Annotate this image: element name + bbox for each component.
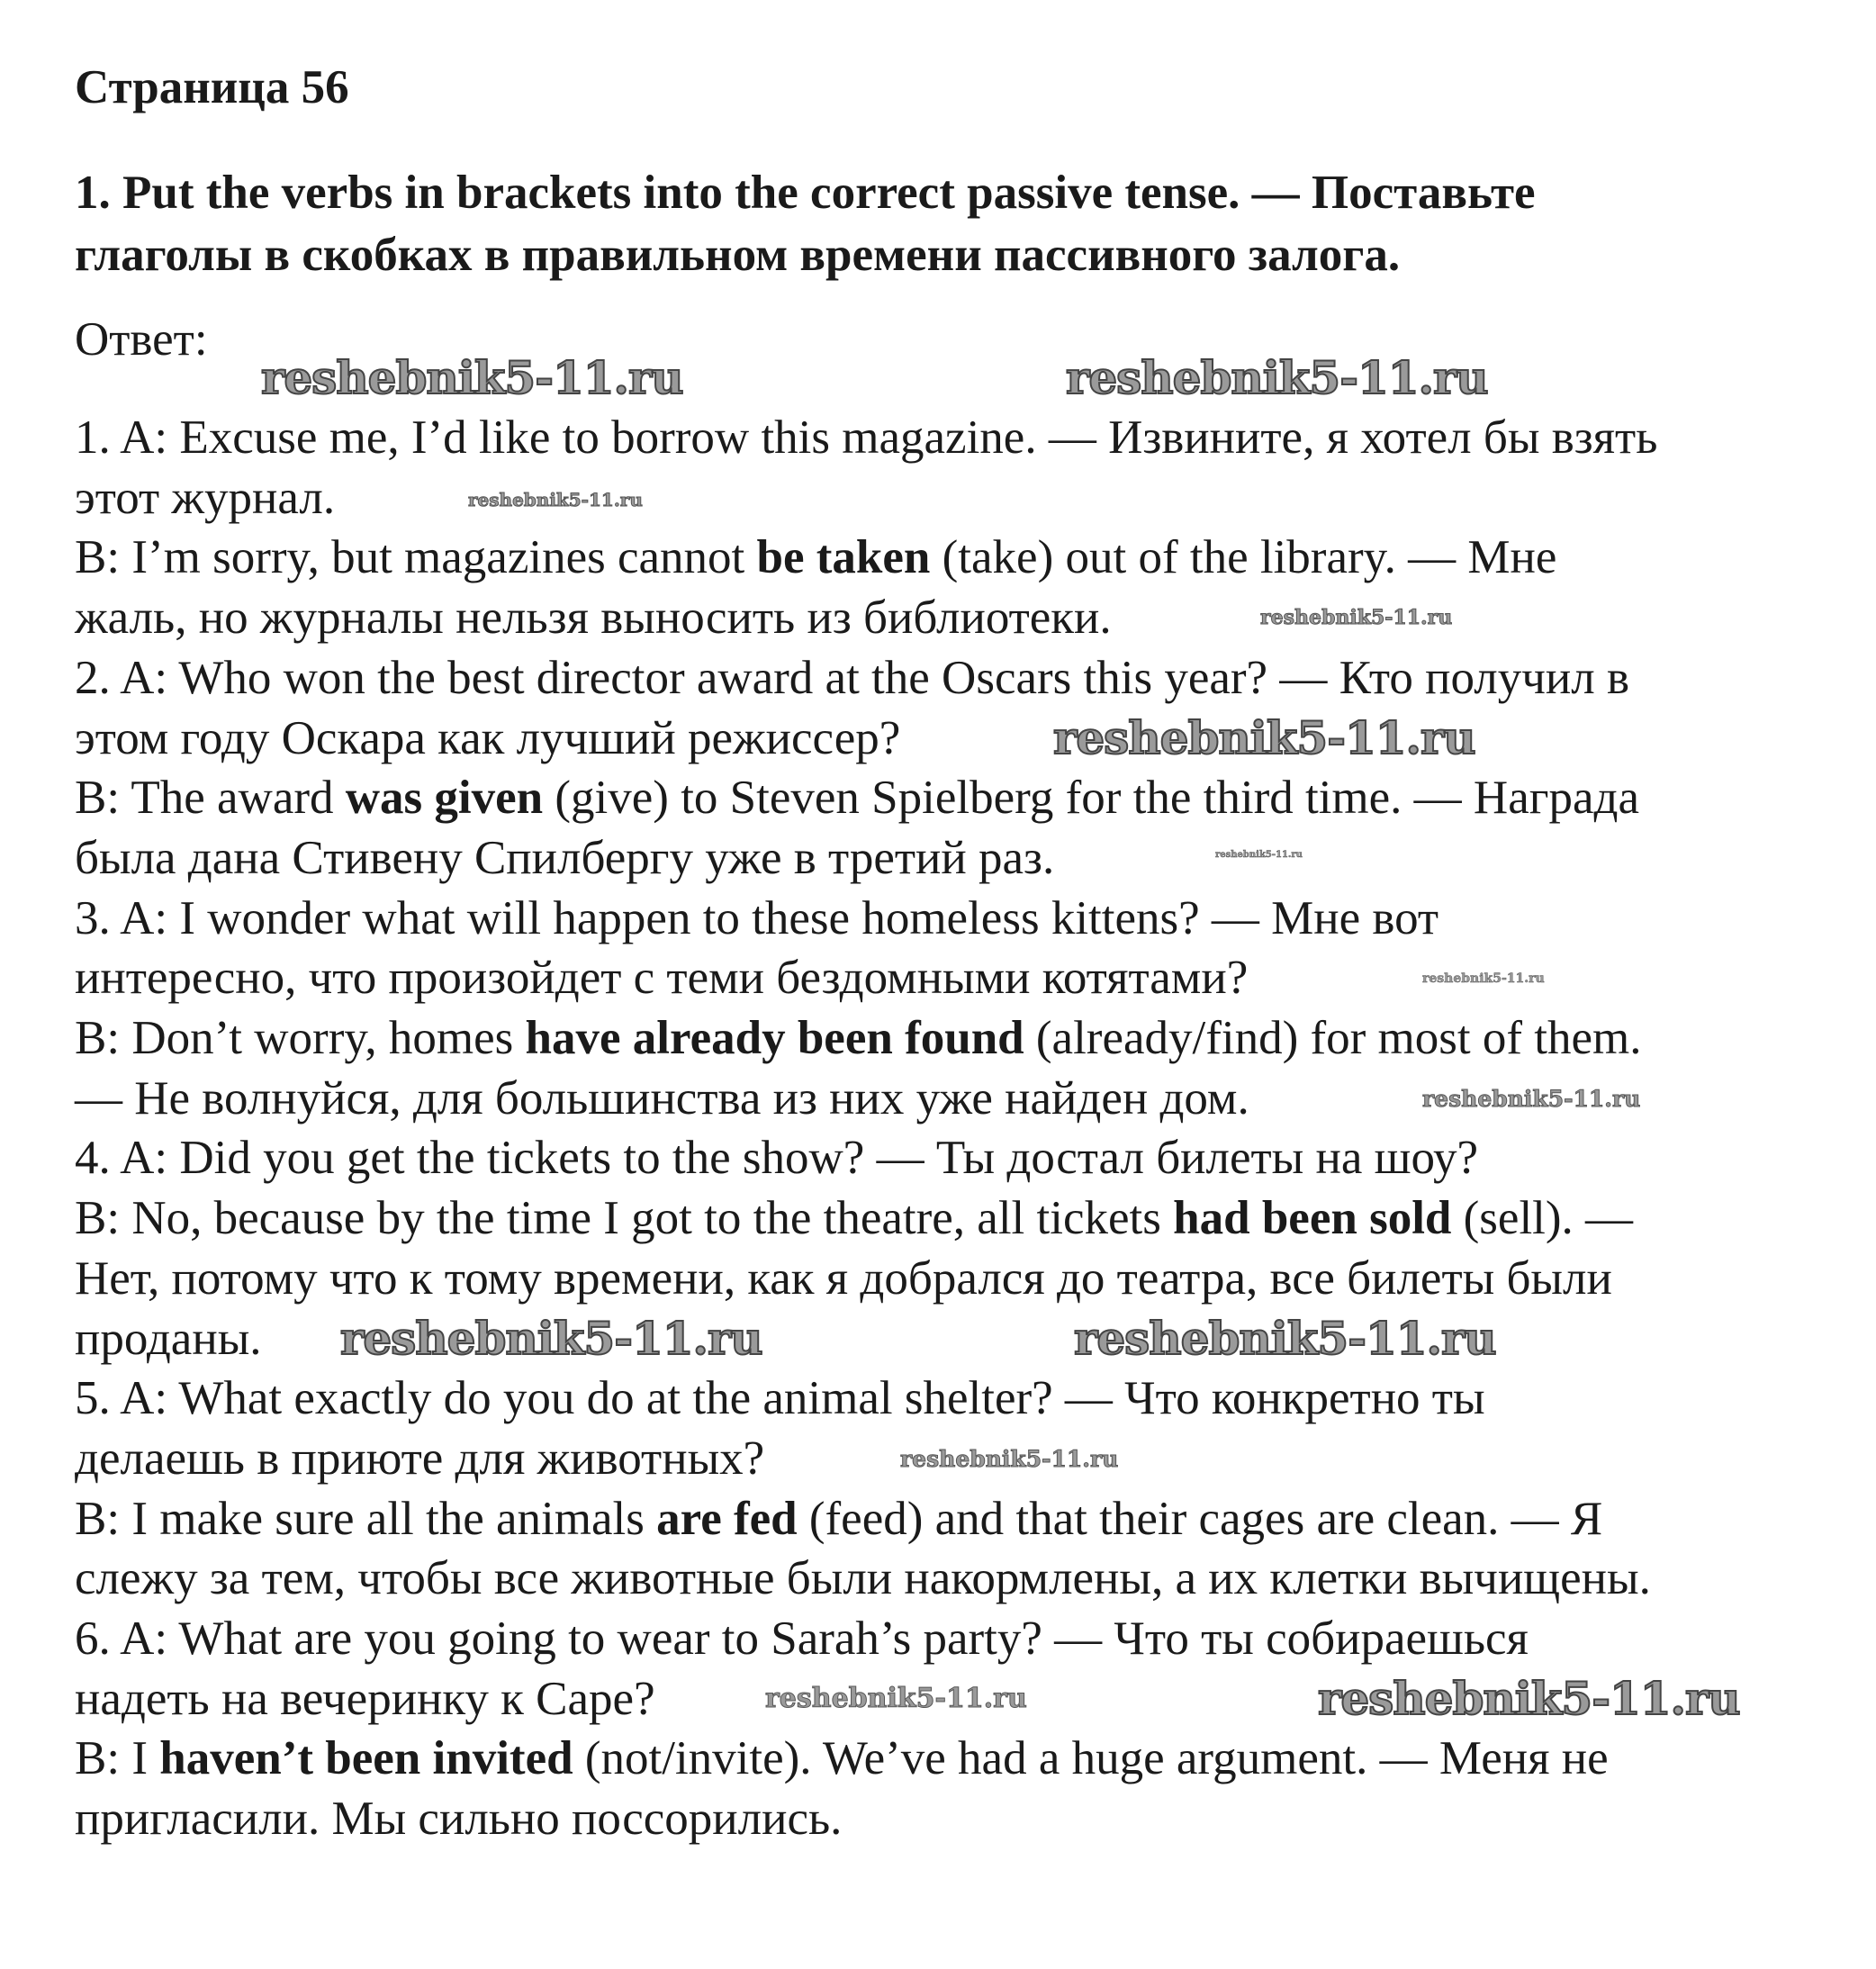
watermark: reshebnik5-11.ru: [1066, 351, 1488, 404]
answer-text: 4. A: Did you get the tickets to the show? — Ты достал билеты на шоу?: [75, 1132, 1478, 1185]
answer-text: слежу за тем, чтобы все животные были накормлены, а их клетки вычищены.: [75, 1552, 1651, 1605]
answer-text: — Не волнуйся, для большинства из них уже найден дом.: [75, 1071, 1249, 1124]
answer-line: [75, 408, 1657, 468]
answer-line: [75, 648, 1629, 709]
answer-label: Ответ:: [75, 313, 208, 366]
answer-text: этом году Оскара как лучший режиссер?: [75, 711, 901, 764]
answer-line: [75, 1669, 655, 1730]
watermark: reshebnik5-11.ru: [765, 1683, 1027, 1714]
answer-text: (not/invite). We’ve had a huge argument. — Меня не: [573, 1732, 1609, 1785]
answer-text: Нет, потому что к тому времени, как я добрался до театра, все билеты были: [75, 1251, 1612, 1305]
answer-text: (sell). —: [1451, 1192, 1634, 1245]
watermark: reshebnik5-11.ru: [1074, 1312, 1496, 1365]
answer-text: 5. A: What exactly do you do at the animal shelter? — Что конкретно ты: [75, 1372, 1485, 1425]
answer-line: [75, 889, 1439, 949]
answer-line: [75, 1128, 1478, 1188]
answer-verb-bold: haven’t been invited: [159, 1732, 573, 1785]
watermark: reshebnik5-11.ru: [1215, 850, 1303, 860]
answer-verb-bold: had been sold: [1173, 1192, 1452, 1245]
watermark: reshebnik5-11.ru: [468, 489, 643, 510]
answer-line: [75, 768, 1639, 828]
answer-text: делаешь в приюте для животных?: [75, 1432, 765, 1485]
watermark: reshebnik5-11.ru: [1260, 606, 1453, 629]
answer-line: [75, 1489, 1602, 1549]
answer-verb-bold: have already been found: [525, 1012, 1024, 1064]
answer-text: 6. A: What are you going to wear to Sarah’s party? — Что ты собираешься: [75, 1612, 1529, 1665]
task-heading-line-2: глаголы в скобках в правильном времени пассивного залога.: [75, 229, 1401, 281]
answer-text: этот журнал.: [75, 471, 336, 524]
answer-text: интересно, что произойдет с теми бездомными котятами?: [75, 952, 1249, 1005]
answer-line: [75, 709, 900, 769]
answer-line: [75, 1309, 262, 1369]
answer-text: (already/find) for most of them.: [1024, 1012, 1642, 1064]
answer-text: 2. A: Who won the best director award at the Oscars this year? — Кто получил в: [75, 651, 1629, 704]
answer-text: (feed) and that their cages are clean. — Я: [797, 1492, 1603, 1545]
answer-line: [75, 828, 1054, 889]
answer-line: [75, 1008, 1642, 1069]
answer-line: [75, 1729, 1609, 1789]
watermark: reshebnik5-11.ru: [1053, 711, 1475, 764]
answer-text: B: I make sure all the animals: [75, 1492, 657, 1545]
answer-text: B: I’m sorry, but magazines cannot: [75, 531, 757, 584]
answer-text: проданы.: [75, 1312, 262, 1365]
watermark: reshebnik5-11.ru: [261, 351, 683, 404]
answer-verb-bold: are fed: [656, 1492, 798, 1545]
answer-text: (give) to Steven Spielberg for the third time. — Награда: [543, 772, 1639, 825]
answer-text: B: No, because by the time I got to the theatre, all tickets: [75, 1192, 1174, 1245]
answer-text: жаль, но журналы нельзя выносить из библиотеки.: [75, 592, 1112, 645]
answer-text: пригласили. Мы сильно поссорились.: [75, 1793, 843, 1846]
answer-line: [75, 1789, 842, 1849]
watermark: reshebnik5-11.ru: [1318, 1672, 1740, 1725]
answer-line: [75, 1429, 764, 1489]
answer-line: [75, 1549, 1651, 1609]
answer-line: [75, 1249, 1612, 1309]
answer-text: B: Don’t worry, homes: [75, 1012, 526, 1064]
answer-line: [75, 588, 1112, 648]
watermark: reshebnik5-11.ru: [340, 1312, 762, 1365]
watermark: reshebnik5-11.ru: [1422, 971, 1545, 986]
watermark: reshebnik5-11.ru: [900, 1446, 1119, 1472]
answer-text: 3. A: I wonder what will happen to these homeless kittens? — Мне вот: [75, 891, 1439, 944]
answer-line: [75, 1368, 1485, 1429]
answer-line: [75, 528, 1556, 588]
page-title: Страница 56: [75, 61, 349, 113]
answer-text: B: I: [75, 1732, 160, 1785]
answer-verb-bold: was given: [345, 772, 544, 825]
answer-line: [75, 1069, 1249, 1129]
answer-line: [75, 468, 335, 528]
answer-text: надеть на вечеринку к Саре?: [75, 1672, 655, 1725]
task-heading-line-1: 1. Put the verbs in brackets into the correct passive tense. — Поставьте: [75, 167, 1536, 219]
answer-text: B: The award: [75, 772, 346, 825]
answer-verb-bold: be taken: [756, 531, 931, 584]
answer-text: 1. A: Excuse me, I’d like to borrow this magazine. — Извините, я хотел бы взять: [75, 411, 1658, 464]
answer-text: была дана Стивену Спилбергу уже в третий раз.: [75, 831, 1055, 884]
watermark: reshebnik5-11.ru: [1422, 1086, 1641, 1112]
answer-text: (take) out of the library. — Мне: [930, 531, 1557, 584]
answer-line: [75, 1609, 1529, 1669]
answer-line: [75, 948, 1248, 1008]
answer-line: [75, 1188, 1633, 1249]
